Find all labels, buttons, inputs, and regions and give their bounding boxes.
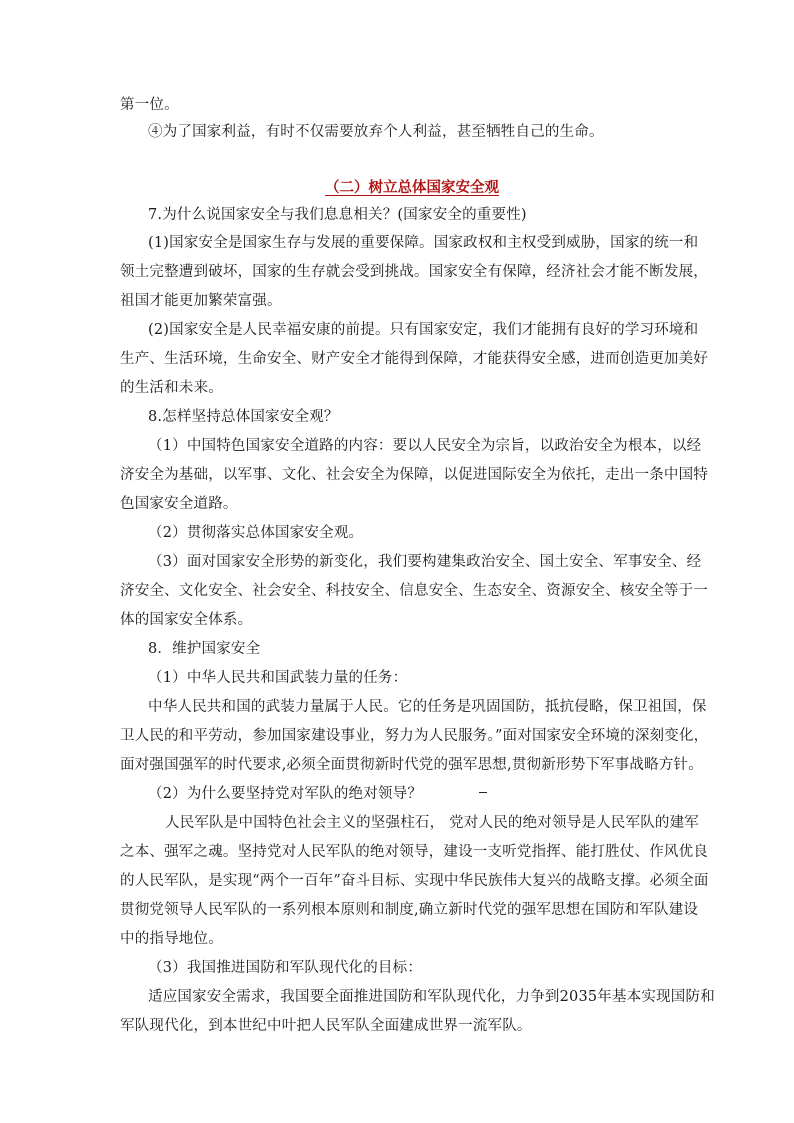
paragraph-line: 第一位。 — [120, 97, 179, 113]
question-line: （3）我国推进国防和军队现代化的目标： — [148, 960, 423, 976]
paragraph-line: （1）中华人民共和国武装力量的任务： — [148, 670, 408, 686]
paragraph-line: 体的国家安全体系。 — [120, 612, 253, 628]
paragraph-line: 卫人民的和平劳动，参加国家建设事业，努力为人民服务。”面对国家安全环境的深刻变化， — [120, 728, 709, 744]
paragraph-line: 领土完整遭到破坏，国家的生存就会受到挑战。国家安全有保障，经济社会才能不断发展， — [120, 264, 708, 280]
paragraph-line: 中华人民共和国的武装力量属于人民。它的任务是巩固国防，抵抗侵略，保卫祖国，保 — [148, 699, 707, 715]
section-heading-text: （二）树立总体国家安全观 — [325, 179, 499, 196]
paragraph-line: （1）中国特色国家安全道路的内容：要以人民安全为宗旨，以政治安全为根本，以经 — [148, 438, 702, 454]
paragraph-line: 适应国家安全需求，我国要全面推进国防和军队现代化，力争到2035年基本实现国防和 — [148, 989, 715, 1005]
paragraph-line: 面对强国强军的时代要求,必须全面贯彻新时代党的强军思想,贯彻新形势下军事战略方针。 — [120, 757, 703, 773]
paragraph-line: (2)国家安全是人民幸福安康的前提。只有国家安定，我们才能拥有良好的学习环境和 — [148, 322, 699, 338]
paragraph-line: 之本、强军之魂。坚持党对人民军队的绝对领导，建设一支听党指挥、能打胜仗、作风优良 — [120, 844, 708, 860]
paragraph-line: 人民军队是中国特色社会主义的坚强柱石， 党对人民的绝对领导是人民军队的建军 — [165, 815, 700, 831]
question-line: 8.怎样坚持总体国家安全观？ — [148, 409, 339, 425]
paragraph-line: 的人民军队，是实现“两个一百年”奋斗目标、实现中华民族伟大复兴的战略支撑。必须全面 — [120, 873, 709, 889]
paragraph-line: 中的指导地位。 — [120, 931, 223, 947]
paragraph-line: 的生活和未来。 — [120, 380, 223, 396]
paragraph-line: 济安全为基础，以军事、文化、社会安全为保障，以促进国际安全为依托，走出一条中国特 — [120, 467, 708, 483]
paragraph-line: 贯彻党领导人民军队的一系列根本原则和制度,确立新时代党的强军思想在国防和军队建设 — [120, 902, 699, 918]
paragraph-line: 色国家安全道路。 — [120, 496, 238, 512]
question-line: 8．维护国家安全 — [148, 641, 261, 657]
paragraph-line: 军队现代化，到本世纪中叶把人民军队全面建成世界一流军队。 — [120, 1018, 532, 1034]
paragraph-line: ④为了国家利益，有时不仅需要放弃个人利益，甚至牺牲自己的生命。 — [148, 124, 604, 140]
question-line: （2）为什么要坚持党对军队的绝对领导？ — [148, 786, 423, 802]
paragraph-line: （2）贯彻落实总体国家安全观。 — [148, 525, 364, 541]
paragraph-line: (1)国家安全是国家生存与发展的重要保障。国家政权和主权受到威胁，国家的统一和 — [148, 235, 699, 251]
paragraph-line: 济安全、文化安全、社会安全、科技安全、信息安全、生态安全、资源安全、核安全等于一 — [120, 583, 708, 599]
question-line: 7.为什么说国家安全与我们息息相关？(国家安全的重要性) — [148, 207, 527, 223]
blank-underscore — [479, 792, 487, 793]
section-heading — [0, 176, 794, 197]
paragraph-line: 生产、生活环境，生命安全、财产安全才能得到保障，才能获得安全感，进而创造更加美好 — [120, 351, 708, 367]
paragraph-line: 祖国才能更加繁荣富强。 — [120, 293, 282, 309]
paragraph-line: （3）面对国家安全形势的新变化，我们要构建集政治安全、国土安全、军事安全、经 — [148, 554, 702, 570]
